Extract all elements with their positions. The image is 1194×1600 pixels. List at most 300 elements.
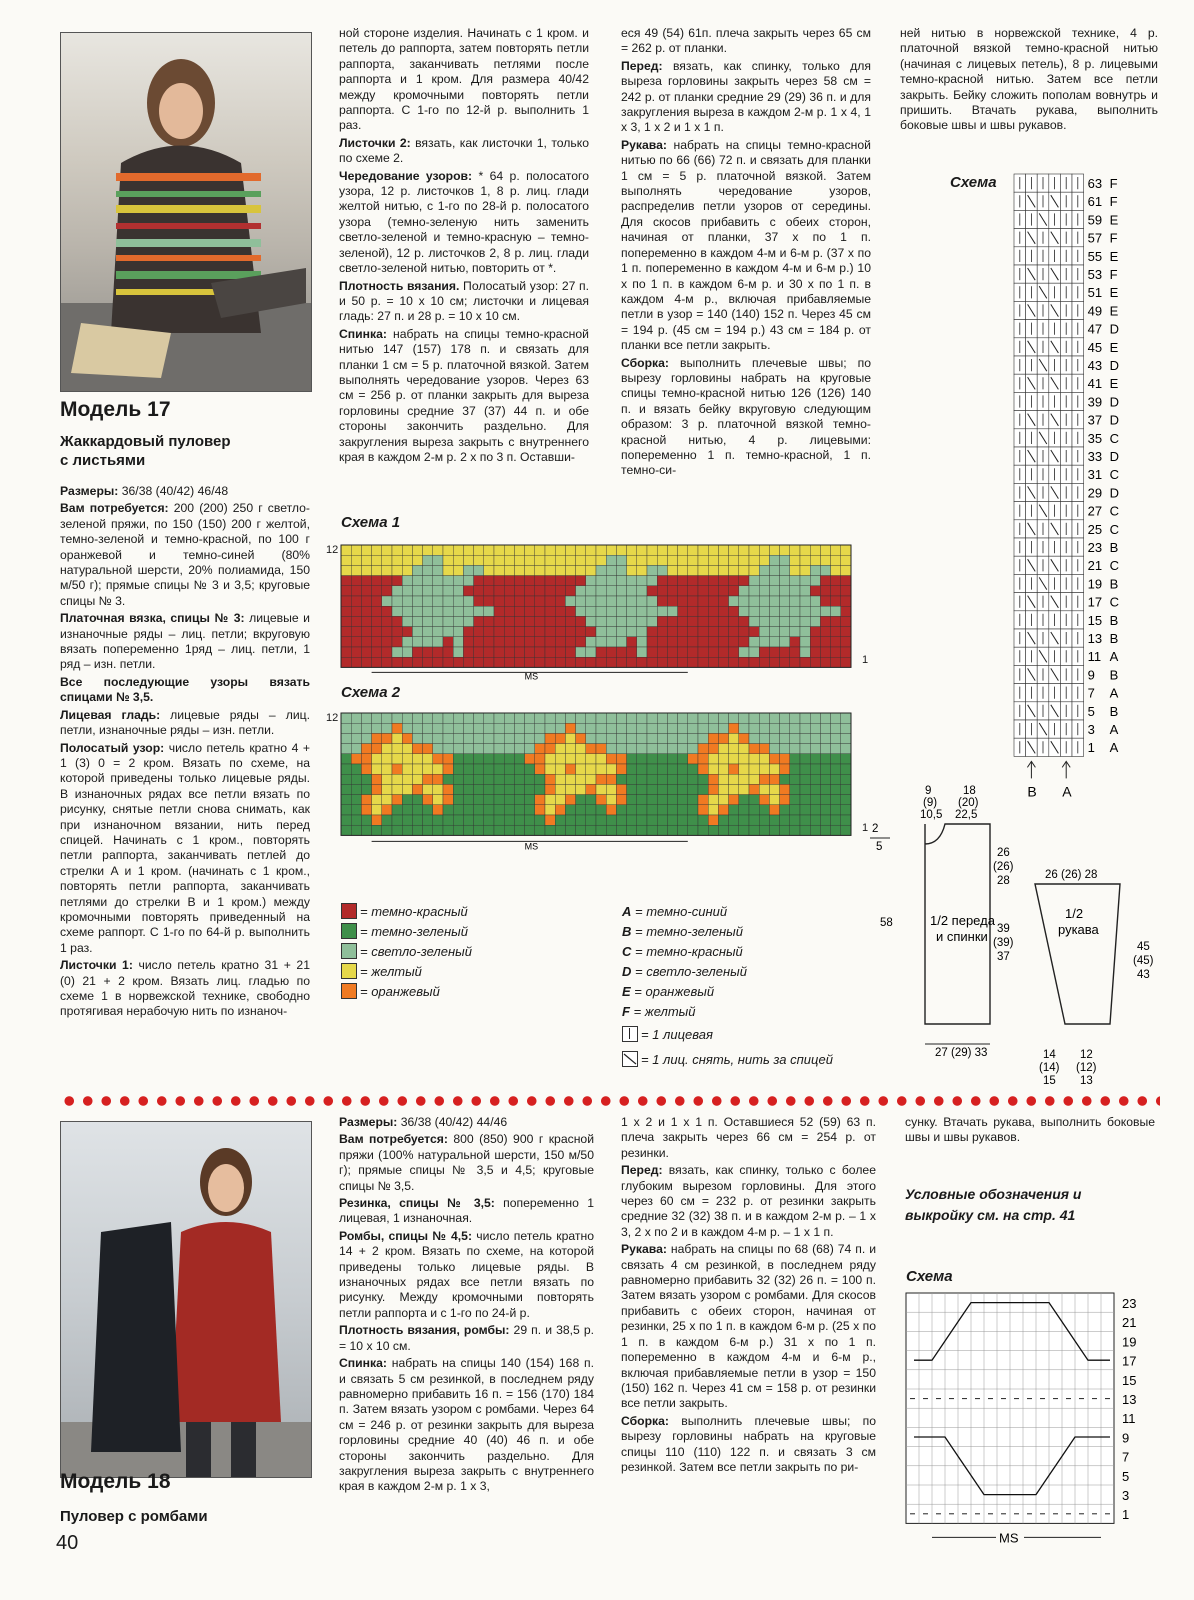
stripe-row-number: 47 <box>1087 321 1103 337</box>
scheme2-cell <box>484 754 494 764</box>
scheme2-cell <box>596 723 606 733</box>
scheme1-cell <box>412 637 422 647</box>
scheme1-cell <box>790 627 800 637</box>
scheme2-cell <box>392 774 402 784</box>
scheme1-cell <box>514 606 524 616</box>
scheme2-cell <box>351 764 361 774</box>
scheme1-cell <box>790 555 800 565</box>
scheme2-cell <box>565 754 575 764</box>
scheme2-cell <box>392 795 402 805</box>
scheme2-cell <box>361 733 371 743</box>
scheme2-cell <box>504 723 514 733</box>
scheme2-cell <box>678 784 688 794</box>
scheme2-cell <box>647 805 657 815</box>
scheme2-cell <box>637 764 647 774</box>
scheme2-cell <box>586 774 596 784</box>
scheme1-cell <box>627 545 637 555</box>
scheme1-cell <box>729 606 739 616</box>
scheme1-cell <box>810 616 820 626</box>
stripe-row-number: 15 <box>1087 612 1103 628</box>
scheme1-cell <box>616 657 626 667</box>
scheme2-cell <box>718 805 728 815</box>
scheme1-cell <box>565 596 575 606</box>
scheme2-cell <box>616 764 626 774</box>
scheme2-cell <box>525 805 535 815</box>
scheme1-cell <box>341 565 351 575</box>
scheme2-cell <box>739 774 749 784</box>
scheme2-cell <box>514 764 524 774</box>
scheme1-cell <box>382 565 392 575</box>
scheme2-cell <box>576 795 586 805</box>
scheme2-cell <box>433 744 443 754</box>
scheme2-cell <box>657 744 667 754</box>
scheme2-cell <box>423 744 433 754</box>
scheme2-cell <box>565 764 575 774</box>
scheme2-cell <box>372 774 382 784</box>
scheme1-cell <box>484 606 494 616</box>
scheme1-cell <box>627 647 637 657</box>
model18-col2-paragraph <box>339 1132 594 1194</box>
scheme2-cell <box>433 723 443 733</box>
scheme2-cell <box>412 764 422 774</box>
scheme1-cell <box>820 576 830 586</box>
dim-top5: (20) <box>958 797 979 809</box>
scheme1-cell <box>402 545 412 555</box>
scheme1-cell <box>443 657 453 667</box>
scheme2-cell <box>667 805 677 815</box>
scheme2-cell <box>780 795 790 805</box>
scheme1-cell <box>586 555 596 565</box>
scheme1-cell <box>831 586 841 596</box>
scheme1-cell <box>382 596 392 606</box>
scheme1-cell <box>555 647 565 657</box>
scheme1-cell <box>474 576 484 586</box>
scheme2-cell <box>535 744 545 754</box>
letter-legend-label: = темно-красный <box>631 944 743 959</box>
scheme1-cell <box>596 576 606 586</box>
scheme1-cell <box>749 637 759 647</box>
scheme1-cell <box>586 627 596 637</box>
scheme2-cell <box>565 784 575 794</box>
scheme2-cell <box>739 825 749 835</box>
scheme2-cell <box>800 744 810 754</box>
stripe-row-number: 37 <box>1087 412 1103 428</box>
scheme2-cell <box>443 805 453 815</box>
scheme2-cell <box>494 764 504 774</box>
scheme2-cell <box>749 774 759 784</box>
scheme2-cell <box>443 825 453 835</box>
model17-col1-paragraph <box>60 741 310 957</box>
scheme1-cell <box>688 647 698 657</box>
scheme2-cell <box>514 713 524 723</box>
scheme1-cell <box>392 616 402 626</box>
scheme2-cell <box>484 723 494 733</box>
scheme2-cell <box>667 713 677 723</box>
scheme1-cell <box>565 627 575 637</box>
scheme1-cell <box>596 627 606 637</box>
scheme1-cell <box>545 616 555 626</box>
scheme1-cell <box>678 596 688 606</box>
scheme1-cell <box>810 657 820 667</box>
scheme2-cell <box>688 815 698 825</box>
scheme2-cell <box>657 784 667 794</box>
scheme2-cell <box>759 774 769 784</box>
scheme2-cell <box>667 784 677 794</box>
scheme1-cell <box>596 606 606 616</box>
scheme1-cell <box>565 586 575 596</box>
scheme1-cell <box>453 657 463 667</box>
scheme2-cell <box>831 723 841 733</box>
scheme1-cell <box>810 596 820 606</box>
scheme1-cell <box>392 606 402 616</box>
scheme1-cell <box>637 606 647 616</box>
scheme1-cell <box>739 647 749 657</box>
scheme1-cell <box>810 576 820 586</box>
scheme2-cell <box>688 774 698 784</box>
scheme1-cell <box>494 576 504 586</box>
symbol-legend-knit <box>622 1025 713 1045</box>
stripe-row-color: E <box>1109 303 1119 319</box>
scheme1-cell <box>372 565 382 575</box>
scheme2-cell <box>412 754 422 764</box>
scheme2-cell <box>555 825 565 835</box>
scheme1-cell <box>463 647 473 657</box>
scheme1-cell <box>372 616 382 626</box>
scheme1-cell <box>627 657 637 667</box>
scheme2-cell <box>627 733 637 743</box>
scheme2-cell <box>820 784 830 794</box>
scheme1-cell <box>402 586 412 596</box>
scheme1-cell <box>606 616 616 626</box>
scheme1-cell <box>729 647 739 657</box>
scheme2-cell <box>769 744 779 754</box>
scheme2-cell <box>688 744 698 754</box>
scheme2-cell <box>484 784 494 794</box>
scheme1-cell <box>545 545 555 555</box>
scheme2-cell <box>474 764 484 774</box>
scheme2-cell <box>800 825 810 835</box>
scheme2-cell <box>718 733 728 743</box>
scheme2-cell <box>616 754 626 764</box>
scheme2-cell <box>831 744 841 754</box>
scheme2-cell <box>596 754 606 764</box>
scheme2-cell <box>433 795 443 805</box>
model18-col2-paragraph <box>339 1323 594 1354</box>
scheme1-cell <box>739 555 749 565</box>
scheme2-cell <box>627 754 637 764</box>
scheme1-cell <box>831 545 841 555</box>
stripe-row-color: B <box>1109 667 1119 683</box>
scheme2-cell <box>443 774 453 784</box>
scheme1-chart <box>341 545 859 682</box>
scheme1-cell <box>627 616 637 626</box>
color-legend-item <box>341 942 472 962</box>
scheme1-cell <box>831 565 841 575</box>
scheme2-cell <box>831 815 841 825</box>
scheme1-cell <box>657 647 667 657</box>
scheme2-cell <box>820 744 830 754</box>
scheme1-cell <box>535 555 545 565</box>
scheme1-cell <box>504 565 514 575</box>
scheme2-cell <box>688 784 698 794</box>
scheme2-cell <box>423 723 433 733</box>
scheme1-cell <box>361 606 371 616</box>
scheme1-cell <box>759 616 769 626</box>
scheme1-cell <box>402 627 412 637</box>
scheme2-cell <box>474 815 484 825</box>
scheme2-cell <box>708 744 718 754</box>
scheme1-cell <box>820 637 830 647</box>
scheme2-cell <box>627 723 637 733</box>
dim-sleeve-b6: 13 <box>1080 1075 1093 1087</box>
scheme2-cell <box>361 795 371 805</box>
scheme2-cell <box>606 784 616 794</box>
scheme2-cell <box>657 754 667 764</box>
scheme2-cell <box>443 795 453 805</box>
scheme1-cell <box>790 606 800 616</box>
scheme1-cell <box>392 545 402 555</box>
scheme2-cell <box>412 744 422 754</box>
scheme2-cell <box>423 733 433 743</box>
scheme1-cell <box>647 596 657 606</box>
scheme2-cell <box>841 723 851 733</box>
scheme2-cell <box>749 805 759 815</box>
scheme1-cell <box>555 545 565 555</box>
scheme1-cell <box>596 657 606 667</box>
scheme2-cell <box>341 774 351 784</box>
scheme1-cell <box>525 616 535 626</box>
model18-subtitle: Пуловер с ромбами <box>60 1508 208 1525</box>
scheme1-cell <box>382 586 392 596</box>
dim-sleeve-top: 26 (26) 28 <box>1045 869 1098 881</box>
model17-photo-illustration <box>61 33 311 391</box>
stripe-row-color: D <box>1109 485 1119 501</box>
scheme2-cell <box>443 733 453 743</box>
scheme2-cell <box>810 723 820 733</box>
scheme1-cell <box>474 647 484 657</box>
scheme2-cell <box>484 825 494 835</box>
scheme1-cell <box>453 555 463 565</box>
scheme1-cell <box>657 555 667 565</box>
scheme1-cell <box>433 606 443 616</box>
romb-row-number: 17 <box>1122 1353 1137 1369</box>
scheme2-cell <box>555 774 565 784</box>
scheme1-cell <box>780 606 790 616</box>
scheme1-cell <box>657 637 667 647</box>
scheme1-cell <box>780 586 790 596</box>
scheme2-cell <box>810 805 820 815</box>
scheme2-cell <box>402 744 412 754</box>
scheme2-cell <box>678 764 688 774</box>
scheme1-cell <box>392 565 402 575</box>
dim-side-r4: 39 <box>997 923 1010 935</box>
scheme1-cell <box>616 616 626 626</box>
scheme2-cell <box>382 774 392 784</box>
scheme2-cell <box>341 764 351 774</box>
scheme2-cell <box>372 815 382 825</box>
scheme1-cell <box>729 657 739 667</box>
scheme2-cell <box>637 754 647 764</box>
scheme2-cell <box>667 723 677 733</box>
scheme1-cell <box>392 586 402 596</box>
paragraph-text: * 64 р. полосатого узора, 12 р. листочков 1, 8 р. лиц. глади желтой нитью, с 1-го по 28-й р. полосатого узора (темно-зеленую нить заменить светло-зеленой и темно-красную – темно-зеленой), 12 р. листочков 2, 8 р. лиц. глади светло-зеленой нитью, повторить от *. <box>339 168 589 276</box>
scheme2-cell <box>545 784 555 794</box>
scheme1-cell <box>718 545 728 555</box>
scheme2-cell <box>382 815 392 825</box>
scheme2-cell <box>678 733 688 743</box>
romb-row-number: 23 <box>1122 1296 1137 1311</box>
scheme2-cell <box>637 733 647 743</box>
scheme2-cell <box>392 784 402 794</box>
color-swatch <box>341 983 357 999</box>
scheme2-cell <box>545 733 555 743</box>
scheme1-cell <box>412 576 422 586</box>
scheme2-cell <box>392 764 402 774</box>
scheme1-cell <box>739 545 749 555</box>
scheme2-cell <box>790 754 800 764</box>
scheme1-cell <box>382 627 392 637</box>
scheme2-cell <box>698 713 708 723</box>
dim-sleeve-r1: 45 <box>1137 941 1150 953</box>
scheme1-cell <box>657 657 667 667</box>
scheme2-cell <box>412 805 422 815</box>
scheme1-cell <box>463 586 473 596</box>
scheme2-cell <box>769 764 779 774</box>
scheme2-cell <box>749 825 759 835</box>
scheme2-cell <box>667 815 677 825</box>
scheme1-cell <box>708 616 718 626</box>
scheme1-cell <box>494 606 504 616</box>
scheme2-cell <box>739 764 749 774</box>
scheme1-cell <box>443 637 453 647</box>
scheme1-cell <box>361 596 371 606</box>
paragraph-text: набрать на спицы темно-красной нитью по 66 (66) 72 п. и связать для планки 1 см = 5 р. платочной вязкой. Затем выполнять чередование узоров, распределив петли узоров от середины. Для скосов прибавить с обеих сторон, начиная от планки, 37 x по 1 п. попеременно в каждом 4-м и 6-м р. (37 x по 1 п. попеременно в каждом 4-м и 6-м р.) 10 x по 1 п. в каждом 6-м р. и 30 x по 1 п. в каждом 4-м р., включая прибавляемые петли в узор = 140 (140) 152 п. Через 45 см = 194 р. (45 см = 194 р.) 43 см = 184 р. от планки все петли закрыть. <box>621 137 871 353</box>
scheme2-cell <box>545 805 555 815</box>
scheme1-cell <box>820 606 830 616</box>
scheme1-cell <box>708 576 718 586</box>
scheme1-cell <box>729 637 739 647</box>
scheme1-cell <box>484 555 494 565</box>
romb-row-number: 1 <box>1122 1507 1130 1523</box>
scheme2-cell <box>606 795 616 805</box>
scheme2-cell <box>810 784 820 794</box>
scheme2-cell <box>667 733 677 743</box>
scheme1-cell <box>412 586 422 596</box>
scheme2-cell <box>423 815 433 825</box>
scheme2-cell <box>341 795 351 805</box>
scheme2-cell <box>729 795 739 805</box>
scheme1-cell <box>647 565 657 575</box>
scheme1-cell <box>820 616 830 626</box>
scheme2-cell <box>494 744 504 754</box>
scheme1-cell <box>841 637 851 647</box>
pattern-pieces <box>872 784 1180 1094</box>
dim-left: 58 <box>880 917 893 929</box>
scheme2-cell <box>800 754 810 764</box>
scheme2-cell <box>555 784 565 794</box>
scheme1-cell <box>463 576 473 586</box>
scheme1-cell <box>514 616 524 626</box>
scheme1-cell <box>820 586 830 596</box>
scheme1-cell <box>504 627 514 637</box>
paragraph-heading: Сборка: <box>621 355 669 370</box>
scheme1-cell <box>576 555 586 565</box>
scheme1-cell <box>351 647 361 657</box>
model17-col2-paragraph <box>339 279 589 325</box>
scheme2-cell <box>555 713 565 723</box>
scheme2-cell <box>443 744 453 754</box>
scheme2-cell <box>769 723 779 733</box>
scheme2-cell <box>708 805 718 815</box>
scheme2-cell <box>800 774 810 784</box>
scheme2-cell <box>698 723 708 733</box>
paragraph-heading: Спинка: <box>339 1356 387 1371</box>
scheme2-cell <box>769 733 779 743</box>
scheme1-cell <box>535 627 545 637</box>
scheme1-cell <box>504 616 514 626</box>
scheme1-cell <box>392 555 402 565</box>
scheme1-cell <box>708 596 718 606</box>
scheme1-cell <box>627 627 637 637</box>
stripe-row-number: 11 <box>1087 649 1102 665</box>
scheme2-cell <box>831 764 841 774</box>
scheme2-cell <box>412 815 422 825</box>
scheme2-cell <box>718 713 728 723</box>
paragraph-heading: Спинка: <box>339 326 387 341</box>
scheme1-cell <box>841 576 851 586</box>
model17-col1-paragraph <box>60 611 310 673</box>
scheme2-cell <box>525 764 535 774</box>
scheme2-cell <box>810 764 820 774</box>
scheme2-cell <box>576 774 586 784</box>
model17-col2-paragraph <box>339 136 589 167</box>
scheme1-cell <box>606 545 616 555</box>
scheme2-cell <box>780 784 790 794</box>
scheme1-cell <box>698 555 708 565</box>
scheme1-cell <box>433 586 443 596</box>
dim-neck2: 5 <box>876 841 883 853</box>
paragraph-heading: Сборка: <box>621 1413 669 1428</box>
scheme1-cell <box>596 647 606 657</box>
scheme1-cell <box>341 637 351 647</box>
scheme1-cell <box>800 586 810 596</box>
scheme1-cell <box>616 627 626 637</box>
scheme1-cell <box>769 606 779 616</box>
scheme1-cell <box>351 576 361 586</box>
paragraph-heading: Ромбы, спицы № 4,5: <box>339 1228 473 1243</box>
scheme1-cell <box>484 627 494 637</box>
scheme2-cell <box>525 713 535 723</box>
model17-title: Модель 17 <box>60 398 171 421</box>
scheme1-cell <box>698 647 708 657</box>
scheme2-cell <box>718 764 728 774</box>
scheme1-cell <box>718 586 728 596</box>
scheme2-cell <box>392 723 402 733</box>
scheme2-cell <box>606 713 616 723</box>
scheme1-cell <box>708 647 718 657</box>
scheme1-cell <box>514 637 524 647</box>
scheme1-cell <box>739 565 749 575</box>
scheme2-cell <box>576 744 586 754</box>
symbol-legend-slip-label: = 1 лиц. снять, нить за спицей <box>641 1052 833 1067</box>
scheme2-cell <box>780 805 790 815</box>
scheme2-cell <box>341 815 351 825</box>
scheme2-cell <box>514 733 524 743</box>
scheme1-cell <box>463 637 473 647</box>
scheme1-cell <box>627 606 637 616</box>
scheme1-cell <box>545 657 555 667</box>
scheme1-cell <box>392 596 402 606</box>
